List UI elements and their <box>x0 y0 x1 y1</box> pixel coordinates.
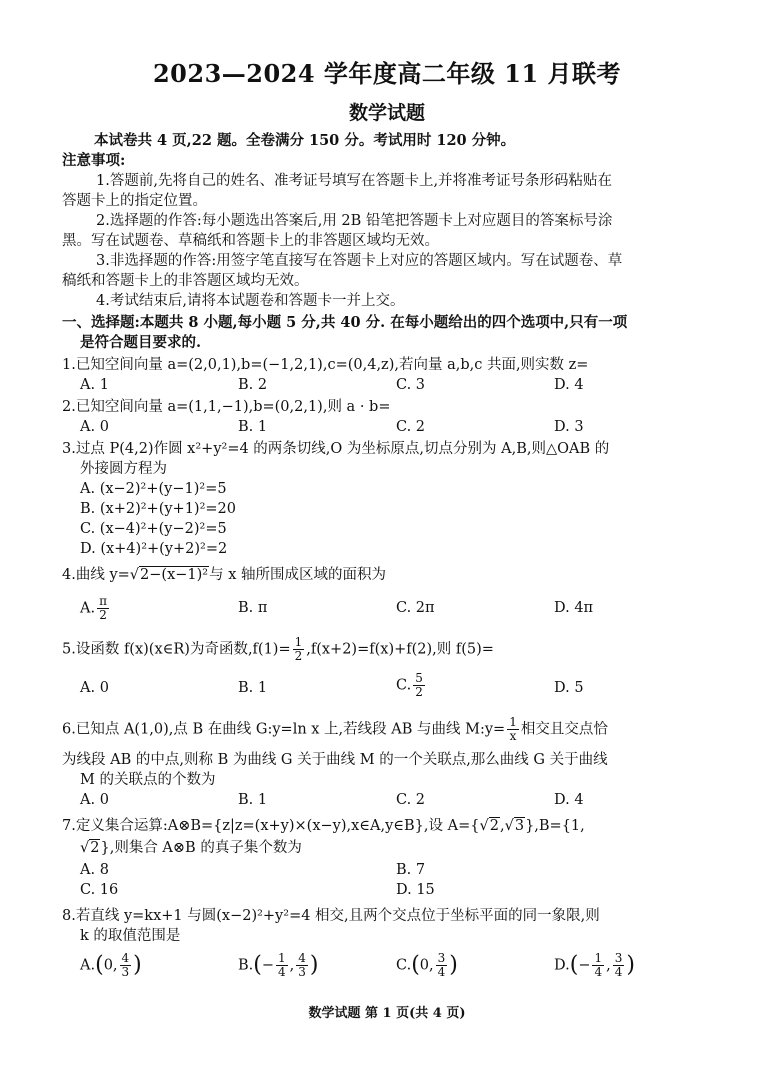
question-6-stem-cont: M 的关联点的个数为 <box>80 772 216 788</box>
fraction <box>296 952 308 979</box>
paren: ( <box>411 952 420 978</box>
fraction <box>97 595 109 622</box>
numerator: 1 <box>594 951 603 965</box>
question-2-stem: 2.已知空间向量 a=(1,1,−1),b=(0,2,1),则 a · b= <box>62 399 391 415</box>
paren: ( <box>569 952 579 978</box>
q6-option-d[interactable]: D. 4 <box>554 792 584 808</box>
denominator: x <box>509 729 517 743</box>
q1-option-b[interactable]: B. 2 <box>238 377 268 393</box>
numerator: 1 <box>509 715 517 729</box>
paren: ) <box>626 952 635 978</box>
separator: , <box>289 957 295 974</box>
question-6-stem <box>62 716 742 743</box>
denominator: 4 <box>614 965 623 979</box>
q4-option-c[interactable]: C. 2π <box>396 600 435 616</box>
question-6-stem-cont: 为线段 AB 的中点,则称 B 为曲线 G 关于曲线 M 的一个关联点,那么曲线 G 关于曲线 <box>62 752 608 768</box>
question-7-stem-cont <box>80 838 760 858</box>
question-8-stem-cont: k 的取值范围是 <box>80 928 181 944</box>
q3-option-a[interactable]: A. (x−2)²+(y−1)²=5 <box>80 481 227 497</box>
numerator: 1 <box>278 951 286 965</box>
paren: ( <box>95 952 104 978</box>
notice-line: 4.考试结束后,请将本试题卷和答题卡一并上交。 <box>96 293 405 309</box>
paren: ) <box>133 952 142 978</box>
notice-line: 答题卡上的指定位置。 <box>62 193 207 209</box>
radicand: 2 <box>489 818 499 834</box>
notice-line: 3.非选择题的作答:用签字笔直接写在答题卡上对应的答题区域内。写在试题卷、草 <box>96 253 623 269</box>
question-3-stem-cont: 外接圆方程为 <box>80 461 167 477</box>
question-8-stem: 8.若直线 y=kx+1 与圆(x−2)²+y²=4 相交,且两个交点位于坐标平面的同一象限,则 <box>62 908 600 924</box>
q3-option-b[interactable]: B. (x+2)²+(y+1)²=20 <box>80 501 236 517</box>
q2-option-b[interactable]: B. 1 <box>238 419 268 435</box>
q4-stem-post: 与 x 轴所围成区域的面积为 <box>209 567 387 583</box>
paren: ( <box>253 952 262 978</box>
q5-option-c[interactable] <box>396 672 427 699</box>
q2-option-c[interactable]: C. 2 <box>396 419 426 435</box>
denominator: 4 <box>437 965 446 979</box>
sqrt-sign: √ <box>129 567 140 583</box>
numerator: 4 <box>121 951 130 965</box>
q6-option-b[interactable]: B. 1 <box>238 792 268 808</box>
denominator: 4 <box>594 965 603 979</box>
q6-option-c[interactable]: C. 2 <box>396 792 426 808</box>
question-1-stem: 1.已知空间向量 a=(2,0,1),b=(−1,2,1),c=(0,4,z),若向量 a,b,c 共面,则实数 z= <box>62 357 589 373</box>
paren: ) <box>449 952 458 978</box>
question-3-stem: 3.过点 P(4,2)作圆 x²+y²=4 的两条切线,O 为坐标原点,切点分别为 A,B,则△OAB 的 <box>62 441 610 457</box>
numerator: π <box>99 594 107 608</box>
q1-option-c[interactable]: C. 3 <box>396 377 426 393</box>
q4-option-d[interactable]: D. 4π <box>554 600 594 616</box>
q3-option-d[interactable]: D. (x+4)²+(y+2)²=2 <box>80 541 228 557</box>
sqrt-sign: √ <box>479 818 489 834</box>
q8-option-b[interactable] <box>238 952 319 979</box>
denominator: 3 <box>298 965 306 979</box>
notice-heading: 注意事项: <box>62 152 126 169</box>
fraction <box>613 952 625 979</box>
separator: , <box>499 818 505 834</box>
fraction <box>507 716 519 743</box>
option-label: C. <box>396 957 412 974</box>
q7-option-c[interactable]: C. 16 <box>80 882 119 898</box>
radicand: 2 <box>90 840 100 856</box>
option-label: C. <box>396 677 412 694</box>
question-4-stem <box>62 565 742 585</box>
option-label: A. <box>80 600 96 617</box>
section-heading: 一、选择题:本题共 8 小题,每小题 5 分,共 40 分. 在每小题给出的四个选项中,只有一项 <box>62 314 628 331</box>
numerator: 3 <box>614 951 623 965</box>
q7-stem-post: },B={1, <box>525 818 585 834</box>
denominator: 2 <box>294 649 303 663</box>
page-subtitle: 数学试题 <box>348 102 425 124</box>
fraction <box>436 952 448 979</box>
q2-option-d[interactable]: D. 3 <box>554 419 584 435</box>
fraction <box>120 952 132 979</box>
numerator: 3 <box>437 951 446 965</box>
fraction <box>293 636 305 663</box>
denominator: 2 <box>415 685 423 699</box>
q1-option-a[interactable]: A. 1 <box>80 377 109 393</box>
q7-stem-cont-text: },则集合 A⊗B 的真子集个数为 <box>100 840 302 856</box>
q6-stem-post: 相交且交点恰 <box>520 721 608 738</box>
option-label: B. <box>238 957 254 974</box>
option-label: A. <box>80 957 96 974</box>
interval-start: 0, <box>419 957 434 974</box>
minus-sign: − <box>261 957 275 974</box>
q8-option-d[interactable] <box>554 952 635 979</box>
q4-option-a[interactable] <box>80 595 111 622</box>
fraction <box>276 952 288 979</box>
numerator: 4 <box>298 951 306 965</box>
fraction <box>592 952 604 979</box>
question-7-stem <box>62 816 742 836</box>
q4-option-b[interactable]: B. π <box>238 600 268 616</box>
page-title: 2023—2024 学年度高二年级 11 月联考 <box>152 59 622 88</box>
q6-option-a[interactable]: A. 0 <box>80 792 109 808</box>
fraction <box>413 672 425 699</box>
q5-option-a[interactable]: A. 0 <box>80 680 109 696</box>
q3-option-c[interactable]: C. (x−4)²+(y−2)²=5 <box>80 521 227 537</box>
q5-stem-post: ,f(x+2)=f(x)+f(2),则 f(5)= <box>306 641 494 658</box>
notice-line: 黑。写在试题卷、草稿纸和答题卡上的非答题区域均无效。 <box>62 233 439 249</box>
notice-line: 1.答题前,先将自己的姓名、准考证号填写在答题卡上,并将准考证号条形码粘贴在 <box>96 173 613 189</box>
paren: ) <box>309 952 319 978</box>
q1-option-d[interactable]: D. 4 <box>554 377 584 393</box>
interval-start: 0, <box>103 957 118 974</box>
q8-option-c[interactable] <box>396 952 458 979</box>
page-footer: 数学试题 第 1 页(共 4 页) <box>308 1006 466 1021</box>
denominator: 4 <box>278 965 286 979</box>
q5-stem-pre: 5.设函数 f(x)(x∈R)为奇函数,f(1)= <box>62 641 291 658</box>
numerator: 1 <box>294 635 303 649</box>
sqrt-sign: √ <box>80 840 90 856</box>
q8-option-a[interactable] <box>80 952 142 979</box>
q4-stem-pre: 4.曲线 y= <box>62 567 130 583</box>
denominator: 3 <box>121 965 130 979</box>
q7-stem-pre: 7.定义集合运算:A⊗B={z|z=(x+y)×(x−y),x∈A,y∈B},设 A={ <box>62 818 480 834</box>
minus-sign: − <box>578 957 591 974</box>
section-heading-cont: 是符合题目要求的. <box>80 334 202 351</box>
q7-option-d[interactable]: D. 15 <box>396 882 435 898</box>
exam-intro: 本试卷共 4 页,22 题。全卷满分 150 分。考试用时 120 分钟。 <box>94 132 516 149</box>
notice-line: 2.选择题的作答:每小题选出答案后,用 2B 铅笔把答题卡上对应题目的答案标号涂 <box>96 213 613 229</box>
radicand: 3 <box>514 818 525 834</box>
q4-radicand: 2−(x−1)² <box>140 567 209 583</box>
question-5-stem <box>62 636 742 663</box>
q7-option-a[interactable]: A. 8 <box>80 862 109 878</box>
option-label: D. <box>554 957 570 974</box>
numerator: 5 <box>415 671 423 685</box>
separator: , <box>606 957 611 974</box>
q5-option-d[interactable]: D. 5 <box>554 680 584 696</box>
denominator: 2 <box>99 608 107 622</box>
q7-option-b[interactable]: B. 7 <box>396 862 426 878</box>
q6-stem-pre: 6.已知点 A(1,0),点 B 在曲线 G:y=ln x 上,若线段 AB 与曲线 M:y= <box>62 721 506 738</box>
q2-option-a[interactable]: A. 0 <box>80 419 109 435</box>
sqrt-sign: √ <box>504 818 514 834</box>
notice-line: 稿纸和答题卡上的非答题区域均无效。 <box>62 273 309 289</box>
q5-option-b[interactable]: B. 1 <box>238 680 268 696</box>
